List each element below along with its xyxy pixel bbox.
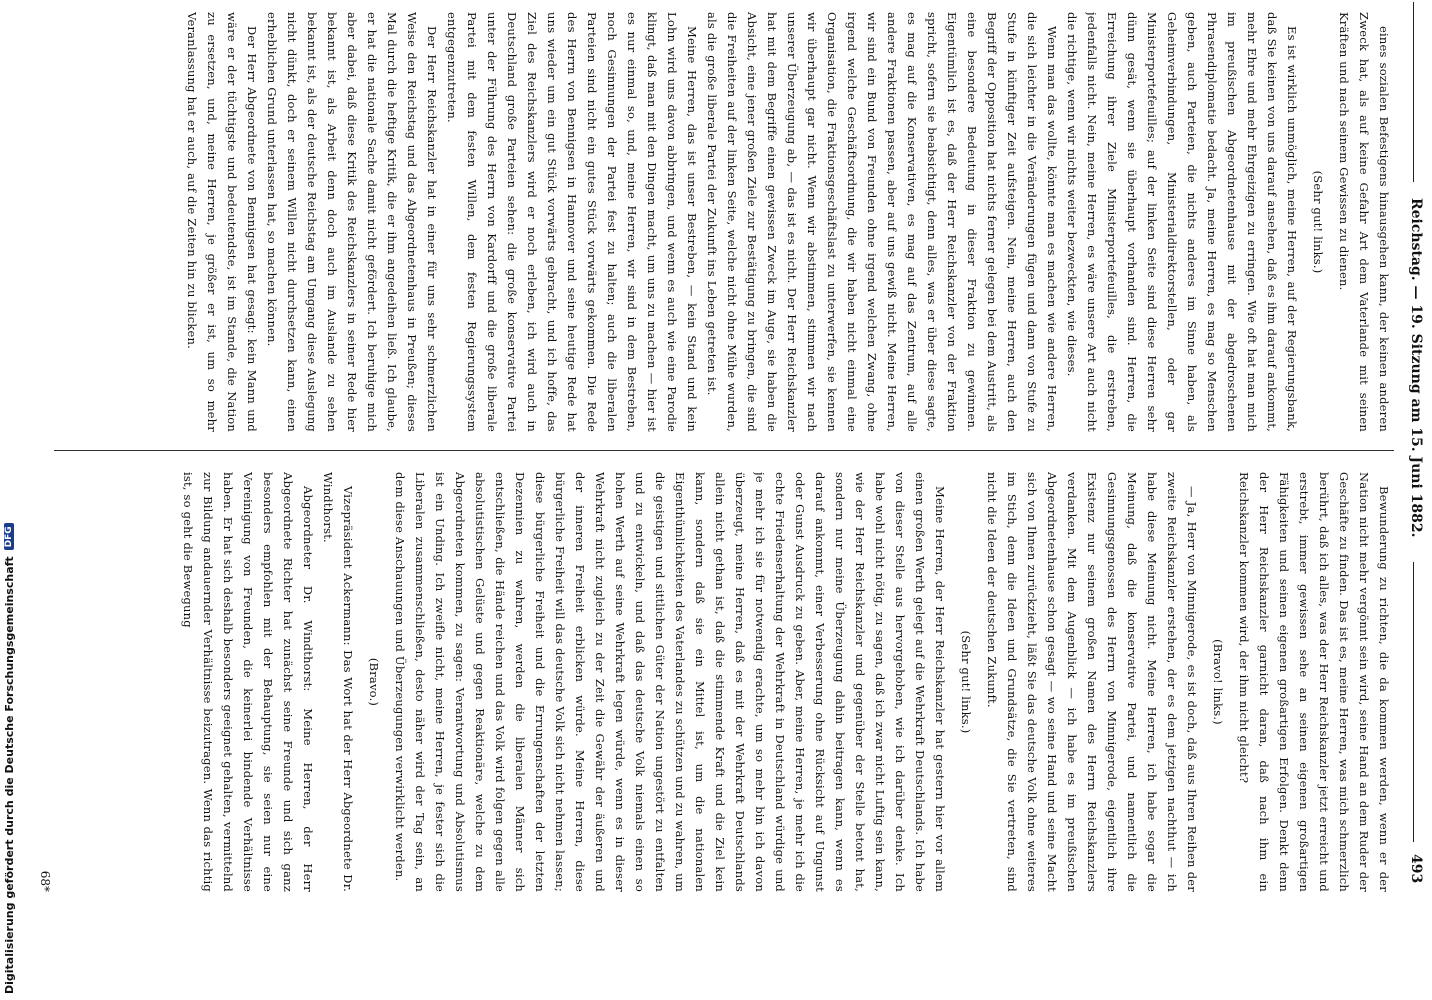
signature-mark: 68*: [38, 870, 52, 892]
interjection: (Sehr gut! links.): [1311, 170, 1325, 274]
right-text-column: [54, 472, 1394, 892]
rotated-document-page: [38, 2, 1430, 902]
header-rule-right: [1413, 562, 1414, 842]
column-divider: [54, 450, 1394, 451]
dfg-logo: DFG: [4, 523, 14, 550]
interjection: (Sehr gut! links.): [959, 630, 973, 734]
paragraph: Meine Herren, der Herr Reichskanzler hat gestern hier vor allem einen großen Werth gelegt auf die Wehrkraft Deutschlands. Ich habe von dieser Stelle aus hervorgehoben, wie ich darüber denke. Ich habe wohl nicht nötig, zu sagen, daß ich zwar nicht Luftig sein kann, wie der Herr Reichskanzler und gegenüber der Stelle betont hat, sondern nur meine Überzeugung dahin beitragen kann, wenn es darauf ankommt, einer Verbesserung ohne Rücksicht auf Ungunst oder Gunst Ausdruck zu geben. Aber, meine Herren, je mehr ich die echte Friedenserhaltung der Wehrkraft in Deutschland würdige und je mehr ich sie für notwendig erachte, um so mehr bin ich davon überzeugt, meine Herren, daß es mit der Wehrkraft Deutschlands allein nicht gethan ist, daß die stimmende Kraft und die Ziel kein kann, sondern daß sie ein Mittel ist, um die nationalen Eigenthümlichkeiten des Vaterlandes zu schützen und zu wahren, um die geistigen und sittlichen Güter der Nation ungestört zu entfalten und zu entwickeln, und daß das deutsche Volk niemals einen so hohen Werth auf seine Wehrkraft legen würde, wenn es in dieser Wehrkraft nicht zugleich zu der Zeit die Gewähr der äußeren und der inneren Freiheit erblicken würde. Meine Herren, diese bürgerliche Freiheit will das deutsche Volk sich nicht nehmen lassen; diese bürgerliche Freiheit und die Errungenschaften der letzten Dezennien zu wahren, werden die liberalen Männer sich entschließen, die Hände reichen und das Volk wird folgen gegen alle absolutistischen Gelüste und gegen Reaktionäre, welche zu dem Abgeordneten kommen, zu sagen: Verantwortung und Absolutismus ist ein Unding. Ich zweifle nicht, meine Herren, je fester sich die Liberalen zusammenschließen, desto näher wird der Tag sein, an dem diese Anschauungen und Überzeugungen verwirklicht werden.: [393, 472, 947, 892]
dfg-credit-strip: [0, 0, 18, 1000]
paragraph: Meine Herren, das ist unser Bestreben, — kein Stand und kein Lohn wird uns davon abbringen, und wenn es auch wie eine Parodie klingt, daß man mit den Dingen macht, um uns zu machen — hier ist es nur einmal so, und, meine Herren, wir sind in dem Bestreben, noch Gesinnungen der Partei fest zu halten; auch die liberalen Parteien sind nicht ein gutes Stück vorwärts gekommen. Die Rede des Herrn von Bennigsen in Hannover und seine heutige Rede hat uns wieder um ein gut Stück vorwärts gebracht, und ich hoffe, das Ziel des Reichskanzlers wird er noch erleben, ich wird auch in Deutschland große Parteien sehen: die große konservative Partei unter der Führung des Herrn von Kardorff und die große liberale Partei mit dem festen Willen, dem festen Regierungssystem entgegenzutreten.: [445, 12, 699, 432]
paragraph: — Ja, Herr von Minnigerode, es ist doch, daß aus Ihren Reihen der zweite Reichskanzler erstehen, der es dem jetzigen nachthut — ich habe diese Meinung nicht. Meine Herren, ich habe sogar die Meinung, daß die konservative Partei, und namentlich die Gesinnungsgenossen des Herrn von Minnigerode, eigentlich ihre Existenz nur seinem großen Namen des Herrn Reichskanzlers verdanken. Mit dem Augenblick — ich habe es im preußischen Abgeordnetenhause schon gesagt — wo seine Hand und seine Macht sich von Ihnen zurückzieht, läßt Sie das deutsche Volk ohne weiteres im Stich, denn die Ideen und Grundsätze, die Sie vertreten, sind nicht die Ideen der deutschen Zukunft.: [985, 472, 1199, 892]
left-text-column: [54, 12, 1394, 432]
speaker-paragraph: Abgeordneter Dr. Windthorst: Meine Herren, der Herr Abgeordnete Richter hat zunächst seine Freunde und sich ganz besonders empfohlen mit der Behauptung, sie seien nur eine Vereinigung von Freunden, die keinerlei bindende Verhältnisse haben. Er hat sich deshalb besonders geeignet gehalten, vermittelnd zur Bildung andauernder Verhältnisse beizutragen. Wenn das richtig ist, so geht die Bewegung: [181, 472, 315, 892]
dfg-credit-text: Digitalisierung gefördert durch die Deutsche Forschungsgemeinschaft: [2, 556, 16, 994]
running-header: [1400, 2, 1430, 902]
paragraph: Der Herr Reichskanzler hat in einer für uns sehr schmerzlichen Weise den Reichstag und das Abgeordnetenhaus in Preußen; dieses Mal durch die heftige Kritik, die er ihm angedeihen ließ. Ich glaube, er hat die nationale Sache damit nicht gefördert. Ich beruhige mich aber dabei, daß diese Kritik des Reichskanzlers in seiner Rede hier bekannt ist, als Arbeit denn doch auch im Auslande zu sehen bekannt ist, als der deutsche Reichstag am Umgang diese Auslegung nicht dünkt, doch er seinem Willen nicht durchsetzen kann, einen erheblichen Grund unterlassen hat, so machen können.: [265, 12, 439, 432]
paragraph: Es ist wirklich unmöglich, meine Herren, auf der Regierungsbank, daß Sie keinen von uns darauf ansehen, daß es ihm darauf ankommt, mehr Ehre und mehr Ehrgeizigen zu erringen. Wie oft hat man mich im preußischen Abgeordnetenhause mit der abgedroschenen Phrasendiplomatie bedacht. Ja, meine Herren, es mag so Menschen geben, auch Parteien, die nichts anderes im Sinne haben, als Geheimverbindungen, Ministerialdirektorstellen, oder gar Ministerportefeuilles; auf der linken Seite sind diese Herren sehr dünn gesät, wenn sie überhaupt vorhanden sind. Herren, die Erreichung ihrer Ziele Ministerportefeuilles, die erstreben, jedenfalls nicht. Nein, meine Herren, es wäre unsere Art auch nicht die richtige, wenn wir nichts weiter bezweckten, wie dieses.: [1065, 12, 1299, 432]
paragraph: eines sozialen Befestigens hinausgehen kann, der keinen anderen Zweck hat, als auf keine Gefahr Art dem Vaterlande mit seinen Kräften und nach seinem Gewissen zu dienen.: [1337, 12, 1391, 432]
paragraph: Bewunderung zu richten, die da kommen werden, wenn er der Nation nicht mehr vergönnt sein wird, seine Hand an dem Ruder der Geschäfte zu finden. Das ist es, meine Herren, was mich schmerzlich berührt, daß ich alles, was der Herr Reichskanzler jetzt erreicht und erstrebt, immer gewissen sehe an seinen eigenen großartigen Fähigkeiten und seinen eigenen großartigen Erfolgen. Denkt denn der Herr Reichskanzler garnicht daran, daß nach ihm ein Reichskanzler kommen wird, der ihm nicht gleicht?: [1237, 472, 1391, 892]
interjection: (Bravo! links.): [1211, 639, 1225, 725]
page-number: 493: [1408, 854, 1424, 884]
interjection: (Bravo.): [367, 657, 381, 707]
paragraph: Der Herr Abgeordnete von Bennigsen hat gesagt: kein Mann und wäre er der tüchtigste und bedeutendste, ist im Stande, die Nation zu ersetzen, und, meine Herren, je größer er ist, um so mehr Veranlassung hat er auch, auf die Zeiten hin zu blicken.: [185, 12, 259, 432]
header-title: Reichstag. — 19. Sitzung am 15. Juni 1882.: [1408, 198, 1424, 538]
header-rule-left: [1413, 2, 1414, 182]
paragraph: Wenn man das wollte, könnte man es machen wie andere Herren, die sich leichter in die Veränderungen fügen und dann von Stufe zu Stufe in künftiger Zeit aufsteigen. Nein, meine Herren, auch den Begriff der Opposition hat nichts ferner gelegen bei dem Austritt, als eine besondere Bedeutung in dieser Fraktion zu gewinnen. Eigentümlich ist es, daß der Herr Reichskanzler von der Fraktion spricht, sofern sie beabsichtigt, denn alles, was er über diese sagte, es mag auf die Konservativen, es mag auf das Zentrum, auf alle andere Fraktionen passen, aber auf uns gewiß nicht. Meine Herren, wir sind ein Bund von Freunden ohne irgend welchen Zwang, ohne irgend welche Geschäftsordnung, die wir haben nicht einmal eine Organisation, die Fraktionsgeschäftslast zu unterwerfen, sie kennen wir überhaupt gar nicht. Wenn wir abstimmen, stimmen wir nach unserer Überzeugung ab, — das ist es nicht. Der Herr Reichskanzler hat mit dem Begriffe einen gewissen Zweck im Auge, sie haben die Absicht, eine jener großen Ziele zur Bestätigung zu bringen, die sind die Freiheiten auf der linken Seite, welche nicht ohne Mühe wurden, als die große liberale Partei der Zukunft ins Leben getreten ist.: [705, 12, 1059, 432]
speaker-paragraph: Vizepräsident Ackermann: Das Wort hat der Herr Abgeordnete Dr. Windthorst.: [321, 472, 355, 892]
